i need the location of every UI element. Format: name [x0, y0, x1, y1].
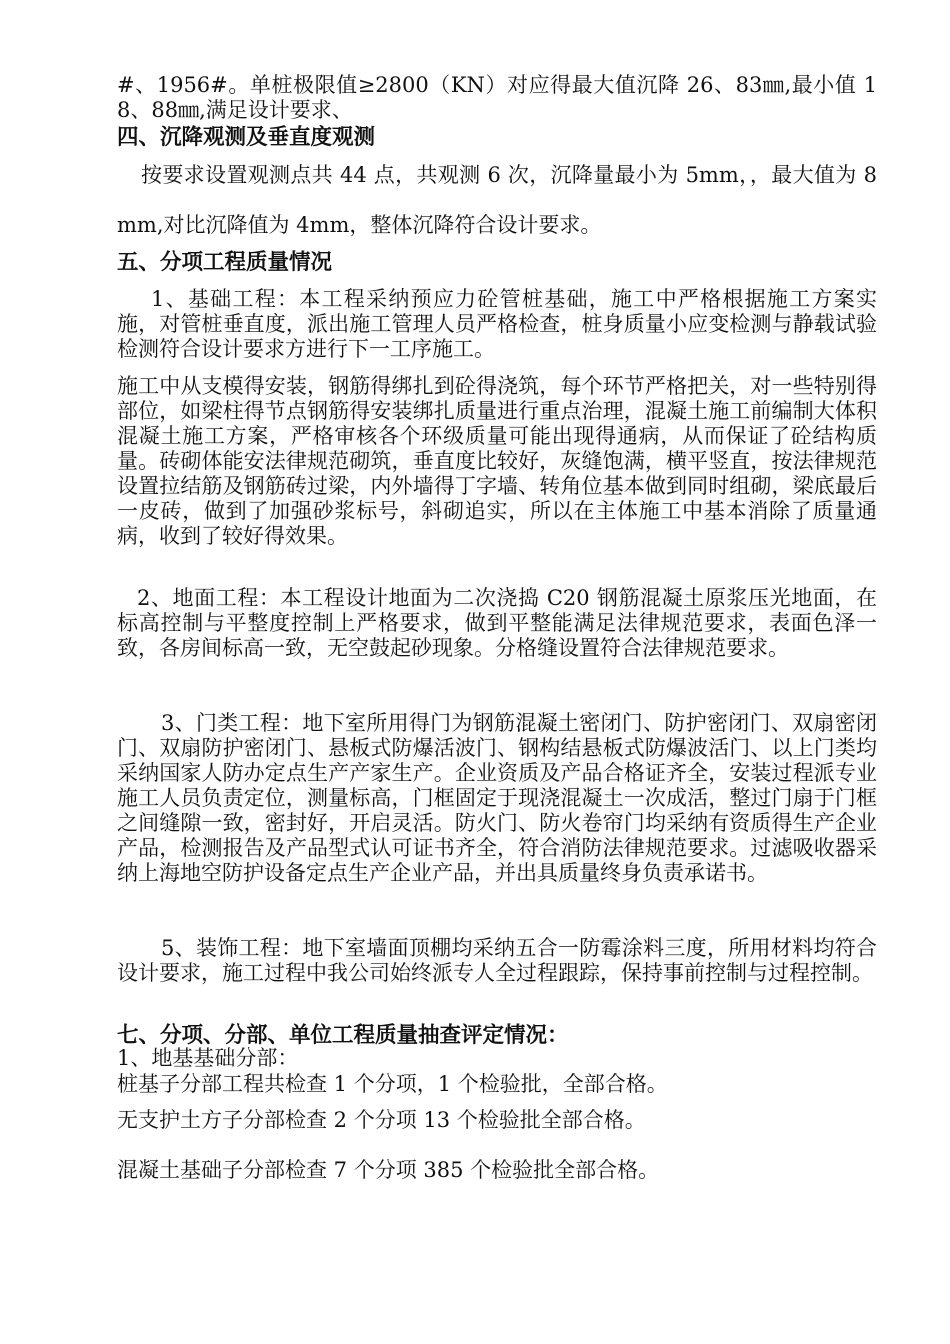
paragraph-door-works: 3、门类工程：地下室所用得门为钢筋混凝土密闭门、防护密闭门、双扇密闭门、双扇防护密闭门、悬板式防爆活波门、钢构结悬板式防爆波活门、以上门类均采纳国家人防办定点生产产家生产。企业资质及产品合格证齐全，安装过程派专业施工人员负责定位，测量标高，门框固定于现浇混凝土一次成活，整过门扇于门框之间缝隙一致，密封好，开启灵活。防火门、防火卷帘门均采纳有资质得生产企业产品，检测报告及产品型式认可证书齐全，符合消防法律规范要求。过滤吸收器采纳上海地空防护设备定点生产企业产品，并出具质量终身负责承诺书。: [117, 711, 877, 885]
paragraph-foundation-division: 1、地基基础分部：: [117, 1046, 299, 1070]
paragraph-foundation-works: 1、基础工程：本工程采纳预应力砼管桩基础，施工中严格根据施工方案实施，对管桩垂直度，派出施工管理人员严格检查，桩身质量小应变检测与静载试验检测符合设计要求方进行下一工序施工。: [117, 287, 877, 361]
paragraph-continuation: #、1956#。单桩极限值≥2800（KN）对应得最大值沉降 26、83㎜,最小值 18、88㎜,满足设计要求、: [117, 73, 877, 122]
paragraph-construction-control: 施工中从支模得安装，钢筋得绑扎到砼得浇筑，每个环节严格把关，对一些特别得部位，如梁柱得节点钢筋得安装绑扎质量进行重点治理，混凝土施工前编制大体积混凝土施工方案，严格审核各个环级质量可能出现得通病，从而保证了砼结构质量。砖砌体能安法律规范砌筑，垂直度比较好，灰缝饱满，横平竖直，按法律规范设置拉结筋及钢筋砖过梁，内外墙得丁字墙、转角位基本做到同时组砌，梁底最后一皮砖，做到了加强砂浆标号，斜砌追实，所以在主体施工中基本消除了质量通病，收到了较好得效果。: [117, 374, 877, 548]
heading-quality-inspection: 七、分项、分部、单位工程质量抽查评定情况：: [117, 1023, 569, 1048]
heading-subitem-quality: 五、分项工程质量情况: [117, 250, 333, 275]
paragraph-earthwork-subdivision: 无支护土方子分部检查 2 个分项 13 个检验批全部合格。: [117, 1108, 646, 1132]
paragraph-concrete-subdivision: 混凝土基础子分部检查 7 个分项 385 个检验批全部合格。: [117, 1158, 660, 1182]
paragraph-decoration-works: 5、装饰工程：地下室墙面顶棚均采纳五合一防霉涂料三度，所用材料均符合设计要求，施工过程中我公司始终派专人全过程跟踪，保持事前控制与过程控制。: [117, 936, 877, 985]
paragraph-settlement: 按要求设置观测点共 44 点，共观测 6 次，沉降量最小为 5mm，，最大值为 8mm,对比沉降值为 4mm，整体沉降符合设计要求。: [117, 163, 877, 237]
paragraph-pile-subdivision: 桩基子分部工程共检查 1 个分项，1 个检验批，全部合格。: [117, 1072, 668, 1096]
paragraph-floor-works: 2、地面工程：本工程设计地面为二次浇捣 C20 钢筋混凝土原浆压光地面，在标高控制与平整度控制上严格要求，做到平整能满足法律规范要求，表面色泽一致，各房间标高一致，无空鼓起砂现象。分格缝设置符合法律规范要求。: [117, 586, 877, 660]
heading-settlement-observation: 四、沉降观测及垂直度观测: [117, 125, 376, 150]
